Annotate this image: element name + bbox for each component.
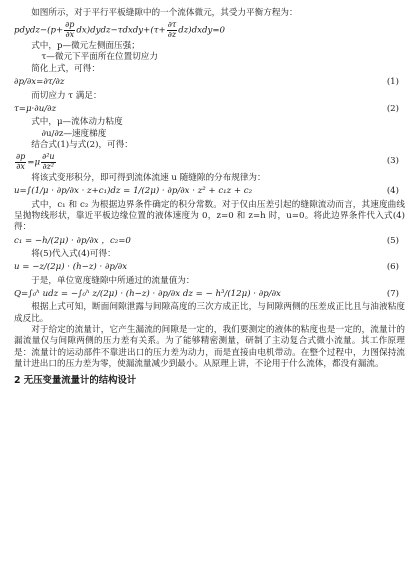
definition-mu: 式中，μ—流体动力粘度: [31, 117, 123, 128]
equation-2-body: τ=μ·∂u/∂z: [14, 103, 57, 114]
equation-main: [14, 21, 405, 39]
definition-tau: τ—微元下平面所在位置切应力: [41, 52, 158, 63]
eq-main-lhs: pdydz−(p+: [14, 25, 64, 36]
eq-main-mid: dx)dydz−τdxdy+(τ+: [76, 25, 166, 36]
constants-paragraph: 式中，c₁ 和 c₂ 为根据边界条件确定的积分常数。对于仅由压差引起的缝隙流动而言，其速度曲线呈抛物线形状，靠近平板边缘位置的液体速度为 0，z=0 和 z=h 时，u=0。将此边界条件代入式(4)得：: [14, 199, 405, 233]
result-paragraph: 根据上式可知，断面间隙泄露与间隙高度的三次方成正比，与间隙两侧的压差成正比且与油液粘度成反比。: [14, 302, 405, 324]
definition-p: 式中，p—微元左侧面压强；: [31, 41, 140, 52]
simplify-text: 简化上式，可得：: [31, 63, 100, 74]
equation-6-body: u = −z/(2μ) · (h−z) · ∂p/∂x: [14, 262, 128, 273]
definition-gradient: ∂u/∂z—速度梯度: [41, 128, 107, 139]
equation-3-number: (3): [386, 156, 399, 167]
equation-3: $\frac{\partial p}{\partial x}$ =μ $\frac{\text{∂²u}}{\text{∂z²}}$ (3): [14, 153, 405, 171]
equation-5-number: (5): [386, 235, 399, 246]
equation-4: [14, 186, 405, 197]
equation-6-number: (6): [386, 262, 399, 273]
flow-intro: 于是，单位宽度缝隙中所通过的流量值为：: [31, 275, 195, 286]
equation-4-number: (4): [386, 186, 399, 197]
equation-2: [14, 104, 405, 115]
shear-intro: 而切应力 τ 满足：: [31, 90, 102, 101]
combine-text: 结合式(1)与式(2)，可得：: [31, 139, 133, 150]
principle-paragraph: 对于给定的流量计，它产生漏流的间隙是一定的，我们要测定的液体的粘度也是一定的，流量计的漏流量仅与间隙两侧的压力差有关系。为了能够精密测量，研制了主动复合式微小流量。其工作原理是：流量计的运动部件不靠进出口的压力差为动力，而是直接由电机带动。在整个过程中，力图保持流量计进出口的压力差为零，使漏流量减少到最小。从原理上讲，不论用于什么流体，都没有漏流。: [14, 325, 405, 370]
equation-5-body: c₁ = −h/(2μ) · ∂p/∂x ，c₂=0: [14, 235, 131, 246]
equation-4-body: u=∫(1/μ · ∂p/∂x · z+c₁)dz = 1/(2μ) · ∂p/∂x · z² + c₁z + c₂: [14, 186, 253, 197]
equation-6: [14, 262, 405, 273]
equation-7-number: (7): [386, 289, 399, 300]
equation-1: [14, 77, 405, 88]
equation-7: [14, 289, 405, 300]
substitute-text: 将(5)代入式(4)可得：: [31, 249, 116, 260]
equation-1-body: ∂p/∂x=∂τ/∂z: [14, 77, 65, 88]
eq-main-frac2: $\frac{\partial\tau}{\partial z}$: [167, 20, 177, 39]
equation-5: [14, 236, 405, 247]
equation-2-number: (2): [386, 103, 399, 114]
integrate-text: 将该式变形积分，即可得到流体流速 u 随缝隙的分布规律为：: [31, 173, 266, 183]
eq-main-rhs: dz)dxdy=0: [178, 25, 226, 36]
eq-main-frac1: $\frac{\partial p}{\partial x}$: [65, 20, 75, 39]
intro-paragraph: 如图所示，对于平行平板缝隙中的一个流体微元，其受力平衡方程为：: [31, 8, 298, 18]
section-heading: 2 无压变量流量计的结构设计: [14, 374, 137, 386]
equation-7-body: Q=∫₀ʰ udz = −∫₀ʰ z/(2μ) · (h−z) · ∂p/∂x dz = − h³/(12μ) · ∂p/∂x: [14, 289, 281, 300]
equation-1-number: (1): [386, 77, 399, 88]
